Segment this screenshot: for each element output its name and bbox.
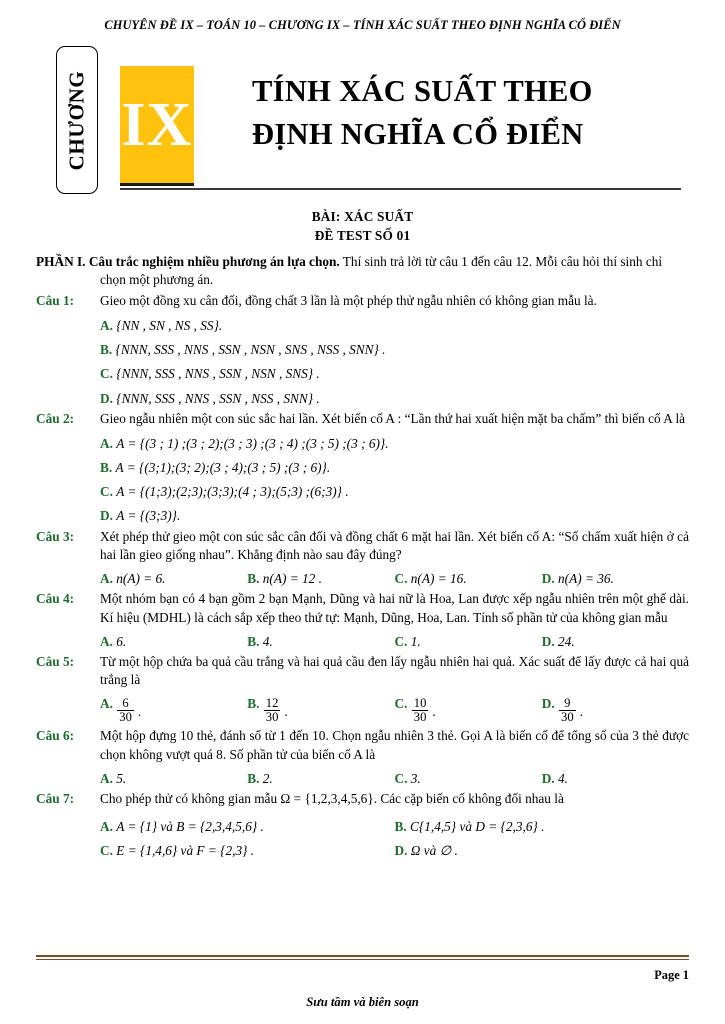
option-content: 4. [558, 770, 568, 786]
answer-option[interactable] [395, 817, 690, 836]
page-number: Page 1 [654, 968, 689, 982]
test-code: ĐỀ TEST SỐ 01 [314, 227, 411, 243]
option-letter: A. [100, 818, 113, 834]
question-label: Câu 4: [36, 591, 75, 607]
question-label: Câu 2: [36, 410, 75, 426]
answer-options [100, 694, 689, 725]
answer-option[interactable] [100, 694, 247, 725]
answer-options [100, 769, 689, 788]
lesson-heading [36, 208, 689, 246]
chapter-title-line-2: ĐỊNH NGHĨA CỔ ĐIỂN [252, 117, 584, 152]
fraction-denominator: 30 [119, 710, 132, 725]
option-letter: B. [100, 342, 113, 358]
banner-divider [120, 188, 681, 190]
answer-option[interactable] [542, 769, 689, 788]
question-item [36, 727, 689, 788]
part-one-label: PHẦN I. Câu trắc nghiệm nhiều phương án lựa chọn. [36, 253, 340, 269]
answer-option[interactable] [100, 632, 247, 651]
question-text: Gieo ngẫu nhiên một con súc sắc hai lần. Xét biến cố A : “Lần thứ hai xuất hiện mặt ba chấm” thì biến cố A là [100, 410, 686, 426]
option-content: 1. [410, 633, 421, 649]
answer-option[interactable] [542, 569, 689, 588]
credit-line: Sưu tầm và biên soạn [306, 995, 419, 1009]
chapter-number-box [120, 66, 194, 186]
answer-options [100, 569, 689, 588]
chapter-title [252, 70, 689, 157]
option-content: 4. [262, 633, 273, 649]
option-letter: C. [394, 696, 408, 712]
option-content: n(A) = 36. [558, 570, 614, 586]
option-letter: D. [541, 633, 555, 649]
option-content: n(A) = 6. [116, 570, 166, 586]
option-letter: C. [394, 770, 408, 786]
fraction-suffix: . [284, 704, 288, 720]
answer-option[interactable] [100, 769, 247, 788]
lesson-title: BÀI: XÁC SUẤT [311, 209, 414, 224]
option-letter: B. [100, 459, 113, 475]
fraction [558, 698, 583, 725]
answer-option[interactable] [100, 569, 247, 588]
question-text: Gieo một đồng xu cân đối, đồng chất 3 lần là một phép thử ngẫu nhiên có không gian mẫu là. [100, 293, 597, 309]
question-label: Câu 6: [36, 728, 75, 744]
question-label: Câu 7: [36, 790, 75, 806]
option-content: A = {(3;3)}. [116, 508, 181, 524]
option-content: {NNN, SSS , NNS , SSN , NSS , SNN} . [116, 390, 320, 406]
option-letter: B. [247, 696, 260, 712]
option-letter: D. [100, 390, 113, 406]
question-label: Câu 1: [36, 293, 75, 309]
option-letter: C. [100, 366, 113, 382]
option-content: E = {1,4,6} và F = {2,3} . [116, 842, 255, 858]
option-content: {NNN, SSS , NNS , SSN , NSN , SNS} . [116, 366, 320, 382]
option-content: 3. [410, 770, 421, 786]
option-letter: D. [541, 696, 555, 712]
answer-option[interactable] [395, 769, 542, 788]
option-content: A = {(3;1);(3; 2);(3 ; 4);(3 ; 5) ;(3 ; 6)}. [115, 459, 331, 475]
option-letter: C. [394, 633, 408, 649]
answer-options [100, 632, 689, 651]
answer-option[interactable] [395, 569, 542, 588]
option-content: A = {(1;3);(2;3);(3;3);(4 ; 3);(5;3) ;(6;3)} . [116, 484, 349, 500]
option-content: {NNN, SSS , NNS , SSN , NSN , SNS , NSS , SNN} . [115, 342, 386, 358]
option-content: 24. [558, 633, 575, 649]
answer-option[interactable] [542, 694, 689, 725]
fraction-denominator: 30 [413, 710, 427, 725]
question-label: Câu 5: [36, 653, 75, 669]
question-label: Câu 3: [36, 528, 75, 544]
answer-option[interactable] [247, 569, 394, 588]
option-content: 2. [262, 770, 273, 786]
fraction-suffix: . [432, 704, 436, 720]
question-item [36, 410, 689, 526]
question-body [100, 727, 689, 788]
answer-option[interactable] [100, 316, 689, 335]
fraction [411, 698, 436, 725]
answer-option[interactable] [100, 340, 689, 359]
option-content: n(A) = 16. [410, 570, 467, 586]
fraction-denominator: 30 [265, 710, 279, 725]
answer-option[interactable] [100, 817, 395, 836]
answer-option[interactable] [247, 694, 394, 725]
option-letter: A. [100, 435, 113, 451]
question-text: Một nhóm bạn có 4 bạn gồm 2 bạn Mạnh, Dũng và hai nữ là Hoa, Lan được xếp ngẫu nhiên trên một ghế dài. Kí hiệu (MDHL) là cách sắp xếp theo thứ tự: Mạnh, Dũng, Hoa, Lan. Tính số phần tử của không gian mẫu [100, 591, 689, 625]
answer-option[interactable] [100, 841, 395, 860]
answer-option[interactable] [100, 482, 689, 501]
answer-options [100, 316, 689, 408]
question-body [100, 590, 689, 651]
option-letter: B. [394, 818, 407, 834]
footer-divider [36, 955, 689, 960]
option-letter: B. [247, 770, 260, 786]
option-letter: C. [100, 842, 113, 858]
option-letter: C. [394, 570, 408, 586]
answer-options [100, 434, 689, 526]
fraction [263, 698, 288, 725]
question-text: Xét phép thử gieo một con súc sắc cân đối và đồng chất 6 mặt hai lần. Xét biến cố A: “Số chấm xuất hiện ở cả hai lần gieo giống nhau”. Khẳng định nào sau đây đúng? [100, 528, 689, 563]
fraction-suffix: . [137, 704, 142, 720]
answer-option[interactable] [100, 389, 689, 408]
option-letter: A. [100, 317, 113, 333]
fraction-numerator: 12 [265, 696, 279, 711]
question-item [36, 292, 689, 408]
question-body [100, 790, 689, 860]
option-letter: B. [247, 570, 260, 586]
chapter-title-line-1: TÍNH XÁC SUẤT THEO [252, 74, 593, 108]
answer-option[interactable] [395, 694, 542, 725]
chapter-banner [36, 44, 689, 194]
option-content: n(A) = 12 . [262, 570, 322, 586]
option-letter: A. [100, 696, 113, 712]
answer-options [100, 812, 689, 861]
question-text: Một hộp đựng 10 thẻ, đánh số từ 1 đến 10. Chọn ngẫu nhiên 3 thẻ. Gọi A là biến cố để tổng số của 3 thẻ được chọn không vượt quá 8. Số phần tử của biến cố A là [100, 728, 689, 762]
question-item [36, 590, 689, 651]
answer-option[interactable] [542, 632, 689, 651]
page-footer [36, 955, 689, 1010]
option-content: {NN , SN , NS , SS}. [116, 317, 223, 333]
answer-option[interactable] [247, 632, 394, 651]
fraction-denominator: 30 [561, 710, 574, 725]
option-letter: A. [100, 633, 113, 649]
answer-option[interactable] [395, 632, 542, 651]
chapter-word [56, 46, 98, 194]
fraction-suffix: . [579, 704, 583, 720]
question-body [100, 292, 689, 408]
answer-option[interactable] [100, 434, 689, 453]
answer-option[interactable] [100, 364, 689, 383]
answer-option[interactable] [395, 841, 690, 860]
answer-option[interactable] [247, 769, 394, 788]
part-one-instruction: Thí sinh trả lời từ câu 1 đến câu 12. Mỗi câu hỏi thí sinh chỉ chọn một phương án. [100, 253, 663, 288]
option-letter: A. [100, 570, 113, 586]
option-content: A = {(3 ; 1) ;(3 ; 2);(3 ; 3) ;(3 ; 4) ;(3 ; 5) ;(3 ; 6)}. [116, 435, 389, 451]
option-content: A = {1} và B = {2,3,4,5,6} . [116, 818, 264, 834]
option-letter: D. [394, 842, 408, 858]
option-letter: D. [541, 570, 555, 586]
chapter-number-label: IX [121, 90, 193, 159]
fraction [116, 698, 141, 725]
fraction-numerator: 9 [564, 696, 571, 711]
running-header: CHUYÊN ĐỀ IX – TOÁN 10 – CHƯƠNG IX – TÍNH XÁC SUẤT THEO ĐỊNH NGHĨA CỔ ĐIỂN [104, 18, 621, 32]
fraction-numerator: 6 [122, 696, 129, 711]
option-letter: C. [100, 484, 113, 500]
option-letter: A. [100, 770, 113, 786]
chapter-word-label: CHƯƠNG [64, 70, 89, 170]
option-content: Ω và ∅ . [410, 842, 458, 858]
option-letter: B. [247, 633, 260, 649]
question-text: Từ một hộp chứa ba quả cầu trắng và hai quả cầu đen lấy ngẫu nhiên hai quả. Xác suất để lấy được cả hai quả trắng là [100, 653, 689, 688]
option-letter: D. [541, 770, 555, 786]
fraction-numerator: 10 [413, 696, 427, 711]
part-one-intro [36, 253, 689, 290]
question-item [36, 653, 689, 726]
option-content: 5. [116, 770, 127, 786]
answer-option[interactable] [100, 458, 689, 477]
question-body [100, 410, 689, 526]
answer-option[interactable] [100, 506, 689, 525]
question-list [36, 292, 689, 860]
exam-content [36, 253, 689, 860]
option-letter: D. [100, 508, 113, 524]
question-body [100, 528, 689, 589]
question-item [36, 790, 689, 860]
question-text: Cho phép thử có không gian mẫu Ω = {1,2,3,4,5,6}. Các cặp biến cố không đối nhau là [100, 790, 564, 806]
option-content: 6. [116, 633, 127, 649]
question-body [100, 653, 689, 726]
question-item [36, 528, 689, 589]
option-content: C{1,4,5} và D = {2,3,6} . [410, 818, 545, 834]
